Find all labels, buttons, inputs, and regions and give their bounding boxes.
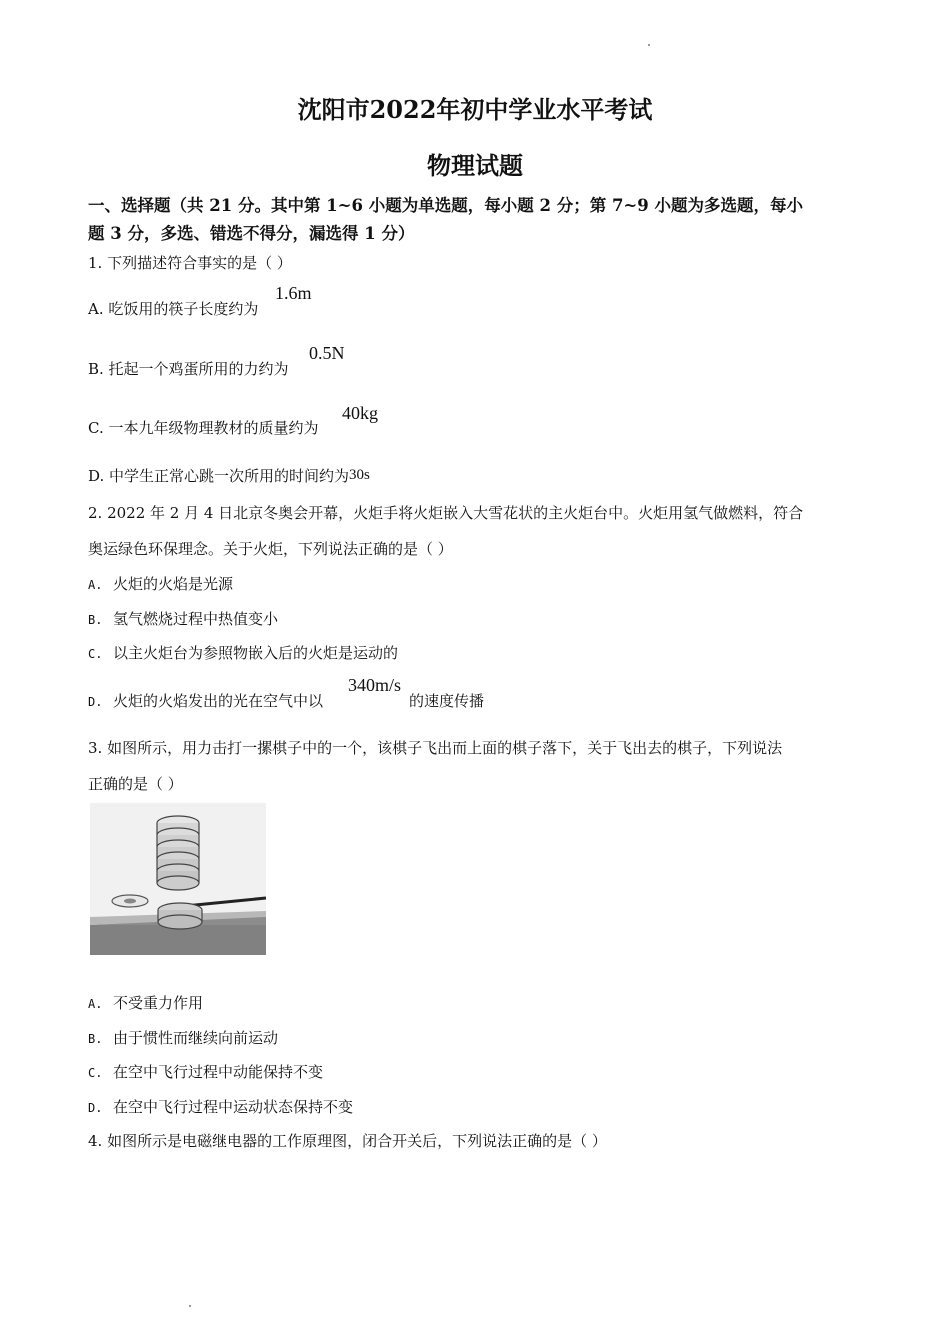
q2-option-d-text-post: 的速度传播 [409, 692, 485, 710]
q2-option-d-math: 340m/s [348, 675, 402, 695]
q3-stem-line1: 3. 如图所示，用力击打一摞棋子中的一个，该棋子飞出而上面的棋子落下，关于飞出去的棋子，下列说法 [88, 739, 783, 757]
scan-speck-top [648, 44, 650, 46]
q3-option-c [88, 1061, 323, 1082]
q3-option-c-text: 在空中飞行过程中动能保持不变 [113, 1063, 324, 1081]
q3-option-b-text: 由于惯性而继续向前运动 [113, 1029, 279, 1047]
page-title: 沈阳市2022年初中学业水平考试 [297, 95, 653, 124]
q1-option-d-text: D. 中学生正常心跳一次所用的时间约为 [88, 467, 350, 485]
q2-option-a-label: A. [88, 578, 103, 592]
q1-option-b [88, 358, 289, 379]
q2-option-d [88, 690, 323, 711]
q2-option-a-text: 火炬的火焰是光源 [113, 575, 234, 593]
q2-option-c-text: 以主火炬台为参照物嵌入后的火炬是运动的 [113, 644, 399, 662]
q2-stem-line2: 奥运绿色环保理念。关于火炬，下列说法正确的是（ ） [88, 540, 453, 558]
q2-option-d-label: D. [88, 695, 103, 709]
q2-option-c-label: C. [88, 647, 103, 661]
q3-option-a-label: A. [88, 997, 103, 1011]
q3-option-b [88, 1027, 278, 1048]
q2-option-a [88, 573, 233, 594]
q3-option-c-label: C. [88, 1066, 103, 1080]
q2-option-b-label: B. [88, 613, 103, 627]
checker-stack-figure [90, 803, 266, 955]
q3-option-a [88, 992, 203, 1013]
scan-speck-bottom [189, 1305, 191, 1307]
q3-stem-line2: 正确的是（ ） [88, 775, 183, 793]
q2-option-b-text: 氢气燃烧过程中热值变小 [113, 610, 279, 628]
q1-option-b-text: B. 托起一个鸡蛋所用的力约为 [88, 360, 289, 378]
q3-option-d-text: 在空中飞行过程中运动状态保持不变 [113, 1098, 354, 1116]
q2-option-b [88, 608, 278, 629]
q2-option-c [88, 642, 398, 663]
q1-option-c [88, 417, 318, 438]
q1-option-c-math: 40kg [342, 403, 378, 423]
q4-stem: 4. 如图所示是电磁继电器的工作原理图，闭合开关后，下列说法正确的是（ ） [88, 1132, 607, 1150]
q1-option-d-math: 30s [349, 467, 370, 483]
section-heading-line2: 题 3 分，多选、错选不得分，漏选得 1 分） [88, 224, 415, 243]
q3-option-d-label: D. [88, 1101, 103, 1115]
q2-option-d-text-pre: 火炬的火焰发出的光在空气中以 [113, 692, 324, 710]
q3-option-b-label: B. [88, 1032, 103, 1046]
q3-option-a-text: 不受重力作用 [113, 994, 204, 1012]
q2-stem-line1: 2. 2022 年 2 月 4 日北京冬奥会开幕，火炬手将火炬嵌入大雪花状的主火炬台中。火炬用氢气做燃料，符合 [88, 504, 804, 522]
q1-stem: 1. 下列描述符合事实的是（ ） [88, 254, 292, 272]
q1-option-a-math: 1.6m [275, 283, 312, 303]
q3-option-d [88, 1096, 353, 1117]
page-subtitle: 物理试题 [427, 151, 523, 180]
q1-option-a-text: A. 吃饭用的筷子长度约为 [88, 300, 259, 318]
q1-option-c-text: C. 一本九年级物理教材的质量约为 [88, 419, 319, 437]
q1-option-b-math: 0.5N [309, 343, 345, 363]
section-heading-line1: 一、选择题（共 21 分。其中第 1~6 小题为单选题，每小题 2 分；第 7~9 小题为多选题，每小 [88, 196, 803, 215]
q1-option-a [88, 298, 258, 319]
q1-option-d [88, 465, 370, 486]
